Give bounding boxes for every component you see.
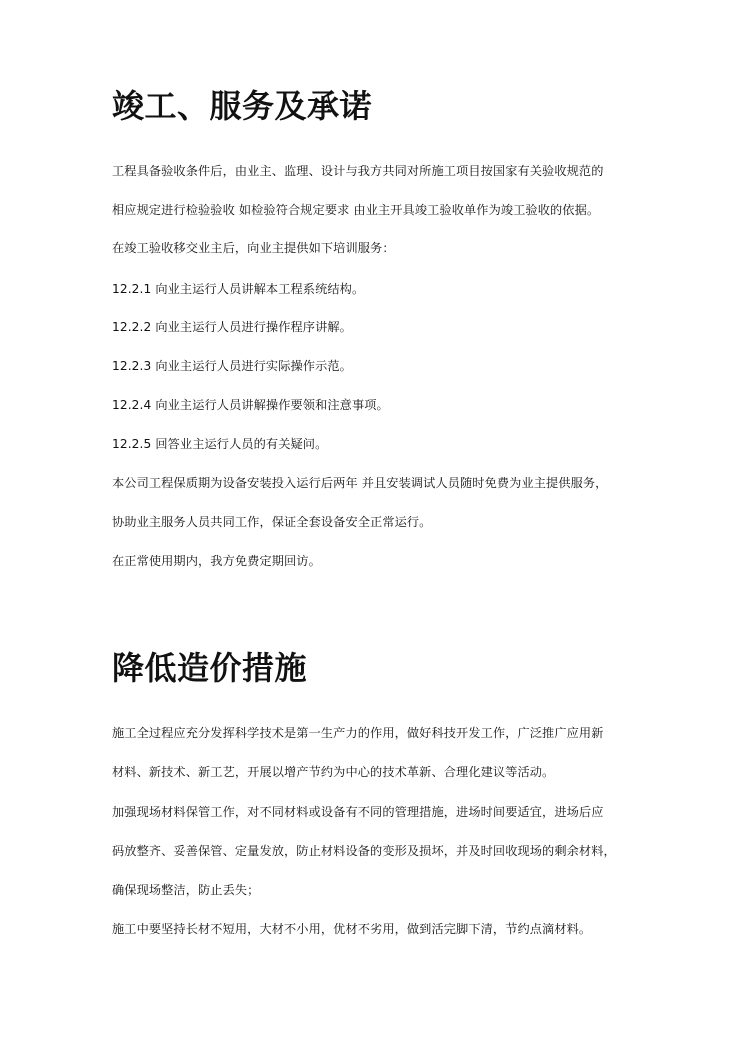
list-item-12-2-5: 12.2.5 回答业主运行人员的有关疑问。 xyxy=(112,437,328,451)
paragraph-line: 在竣工验收移交业主后，向业主提供如下培训服务： xyxy=(112,241,395,255)
paragraph-line: 施工中要坚持长材不短用，大材不小用，优材不劣用，做到活完脚下清，节约点滴材料。 xyxy=(112,922,592,936)
paragraph-line: 在正常使用期内，我方免费定期回访。 xyxy=(112,554,321,568)
list-item-12-2-3: 12.2.3 向业主运行人员进行实际操作示范。 xyxy=(112,359,352,373)
paragraph-line: 确保现场整洁，防止丢失； xyxy=(112,883,260,897)
paragraph-line: 相应规定进行检验验收 如检验符合规定要求 由业主开具竣工验收单作为竣工验收的依据。 xyxy=(112,203,600,217)
paragraph-line: 本公司工程保质期为设备安装投入运行后两年 并且安装调试人员随时免费为业主提供服务， xyxy=(112,476,608,490)
paragraph-line: 加强现场材料保管工作，对不同材料或设备有不同的管理措施，进场时间要适宜，进场后应 xyxy=(112,805,604,819)
paragraph-line: 工程具备验收条件后，由业主、监理、设计与我方共同对所施工项目按国家有关验收规范的 xyxy=(112,164,604,178)
paragraph-line: 码放整齐、妥善保管、定量发放，防止材料设备的变形及损坏，并及时回收现场的剩余材料， xyxy=(112,844,616,858)
paragraph-line: 施工全过程应充分发挥科学技术是第一生产力的作用，做好科技开发工作，广泛推广应用新 xyxy=(112,726,604,740)
section-heading-completion-service: 竣工、服务及承诺 xyxy=(112,87,373,125)
list-item-12-2-4: 12.2.4 向业主运行人员讲解操作要领和注意事项。 xyxy=(112,398,389,412)
paragraph-line: 材料、新技术、新工艺，开展以增产节约为中心的技术革新、合理化建议等活动。 xyxy=(112,765,555,779)
section-heading-cost-reduction: 降低造价措施 xyxy=(112,649,308,687)
list-item-12-2-2: 12.2.2 向业主运行人员进行操作程序讲解。 xyxy=(112,320,352,334)
paragraph-line: 协助业主服务人员共同工作，保证全套设备安全正常运行。 xyxy=(112,515,432,529)
list-item-12-2-1: 12.2.1 向业主运行人员讲解本工程系统结构。 xyxy=(112,282,365,296)
